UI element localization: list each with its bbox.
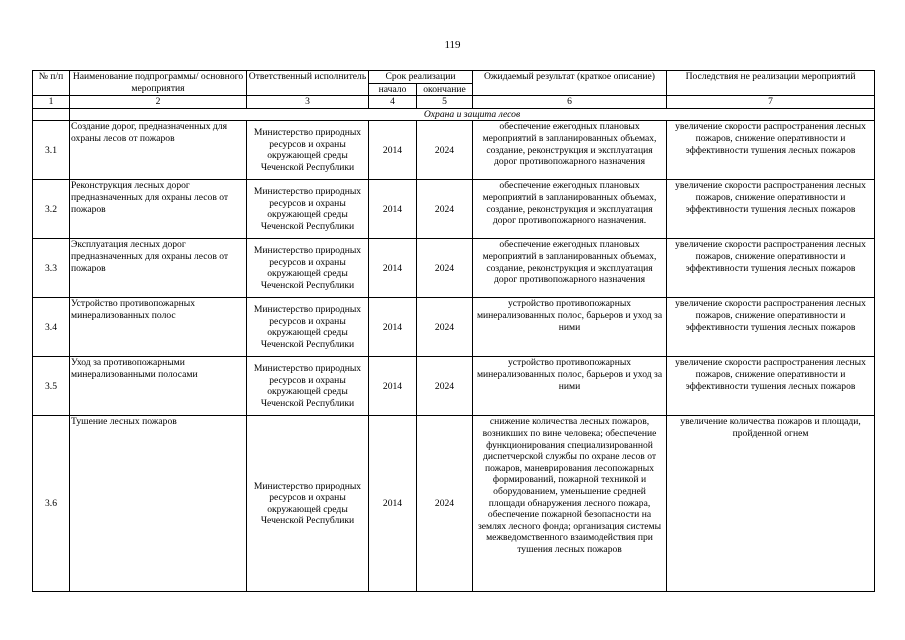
row-result: обеспечение ежегодных плановых мероприятий в запланированных объемах, создание, реконструкция и эксплуатация дорог противопожарного назначения. (473, 180, 667, 239)
column-number: 7 (667, 96, 875, 109)
row-consequences: увеличение скорости распространения лесных пожаров, снижение оперативности и эффективности тушения лесных пожаров (667, 298, 875, 357)
row-number: 3.2 (33, 180, 70, 239)
row-consequences: увеличение скорости распространения лесных пожаров, снижение оперативности и эффективности тушения лесных пожаров (667, 357, 875, 416)
row-consequences: увеличение скорости распространения лесных пожаров, снижение оперативности и эффективности тушения лесных пожаров (667, 121, 875, 180)
row-consequences: увеличение скорости распространения лесных пожаров, снижение оперативности и эффективности тушения лесных пожаров (667, 239, 875, 298)
row-result: обеспечение ежегодных плановых мероприятий в запланированных объемах, создание, реконструкция и эксплуатация дорог противопожарного назначения (473, 121, 667, 180)
section-row (33, 108, 875, 121)
row-responsible: Министерство природных ресурсов и охраны окружающей среды Чеченской Республики (247, 239, 369, 298)
row-consequences: увеличение скорости распространения лесных пожаров, снижение оперативности и эффективности тушения лесных пожаров (667, 180, 875, 239)
header-num: № п/п (33, 71, 70, 96)
header-row (33, 71, 875, 84)
row-result: снижение количества лесных пожаров, возникших по вине человека; обеспечение функционирования специализированной диспетчерской службы по охране лесов от пожаров, маневрирования лесопожарных формирований, пожарной техникой и оборудованием, уменьшение средней площади обнаружения лесного пожара, обеспечение пожарной безопасности на землях лесного фонда; организация системы межведомственного взаимодействия при тушения лесных пожаров (473, 416, 667, 592)
row-start-year: 2014 (369, 239, 417, 298)
table-row (33, 357, 875, 416)
table-row (33, 121, 875, 180)
header-name: Наименование подпрограммы/ основного мероприятия (70, 71, 247, 96)
column-number: 3 (247, 96, 369, 109)
header-period: Срок реализации (369, 71, 473, 84)
column-number: 2 (70, 96, 247, 109)
column-number: 6 (473, 96, 667, 109)
program-table (32, 70, 875, 592)
header-end: окончание (417, 83, 473, 96)
row-result: обеспечение ежегодных плановых мероприятий в запланированных объемах, создание, реконструкция и эксплуатация дорог противопожарного назначения (473, 239, 667, 298)
row-start-year: 2014 (369, 180, 417, 239)
row-name: Устройство противопожарных минерализованных полос (70, 298, 247, 357)
row-end-year: 2024 (417, 121, 473, 180)
row-number: 3.3 (33, 239, 70, 298)
header-responsible: Ответственный исполнитель (247, 71, 369, 96)
row-end-year: 2024 (417, 180, 473, 239)
section-title: Охрана и защита лесов (70, 108, 875, 121)
empty-cell (33, 108, 70, 121)
row-name: Эксплуатация лесных дорог предназначенных для охраны лесов от пожаров (70, 239, 247, 298)
table-row (33, 298, 875, 357)
row-responsible: Министерство природных ресурсов и охраны окружающей среды Чеченской Республики (247, 357, 369, 416)
row-result: устройство противопожарных минерализованных полос, барьеров и уход за ними (473, 357, 667, 416)
row-end-year: 2024 (417, 298, 473, 357)
page-number: 119 (444, 39, 461, 51)
column-number-row (33, 96, 875, 109)
table-row (33, 239, 875, 298)
row-responsible: Министерство природных ресурсов и охраны окружающей среды Чеченской Республики (247, 180, 369, 239)
row-consequences: увеличение количества пожаров и площади, пройденной огнем (667, 416, 875, 592)
row-name: Создание дорог, предназначенных для охраны лесов от пожаров (70, 121, 247, 180)
column-number: 4 (369, 96, 417, 109)
row-number: 3.4 (33, 298, 70, 357)
row-name: Уход за противопожарными минерализованными полосами (70, 357, 247, 416)
row-start-year: 2014 (369, 416, 417, 592)
row-end-year: 2024 (417, 416, 473, 592)
row-start-year: 2014 (369, 357, 417, 416)
row-end-year: 2024 (417, 239, 473, 298)
row-start-year: 2014 (369, 121, 417, 180)
header-start: начало (369, 83, 417, 96)
column-number: 1 (33, 96, 70, 109)
table-row (33, 416, 875, 592)
row-responsible: Министерство природных ресурсов и охраны окружающей среды Чеченской Республики (247, 416, 369, 592)
table-row (33, 180, 875, 239)
row-number: 3.1 (33, 121, 70, 180)
row-start-year: 2014 (369, 298, 417, 357)
header-consequences: Последствия не реализации мероприятий (667, 71, 875, 96)
row-responsible: Министерство природных ресурсов и охраны окружающей среды Чеченской Республики (247, 298, 369, 357)
header-result: Ожидаемый результат (краткое описание) (473, 71, 667, 96)
row-number: 3.5 (33, 357, 70, 416)
row-end-year: 2024 (417, 357, 473, 416)
row-responsible: Министерство природных ресурсов и охраны окружающей среды Чеченской Республики (247, 121, 369, 180)
row-result: устройство противопожарных минерализованных полос, барьеров и уход за ними (473, 298, 667, 357)
row-name: Реконструкция лесных дорог предназначенных для охраны лесов от пожаров (70, 180, 247, 239)
row-number: 3.6 (33, 416, 70, 592)
column-number: 5 (417, 96, 473, 109)
row-name: Тушение лесных пожаров (70, 416, 247, 592)
